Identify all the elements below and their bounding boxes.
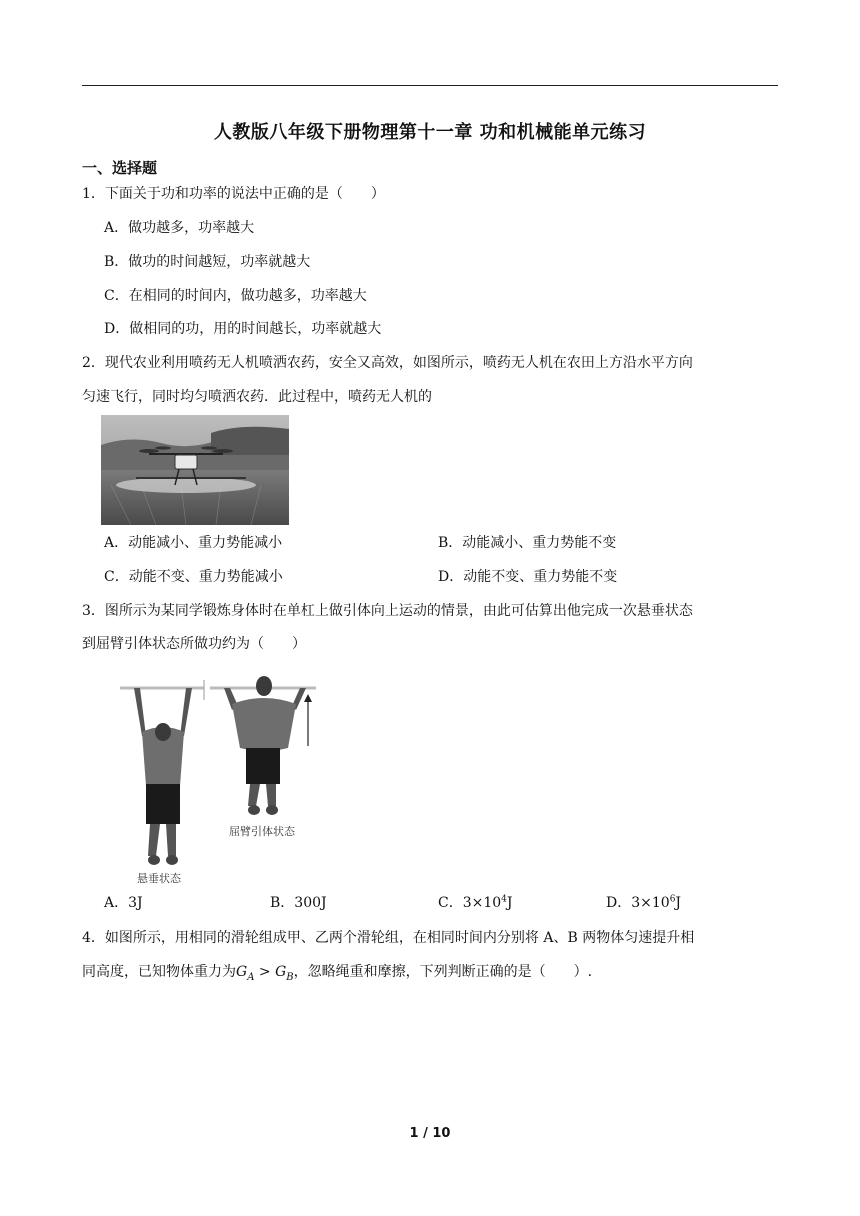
question-3-option-a[interactable]: A．3J (104, 895, 143, 911)
weight-inequality: $G_A > G_B$ (236, 964, 294, 983)
question-3-option-b[interactable]: B．300J (270, 895, 327, 911)
page-title: 人教版八年级下册物理第十一章 功和机械能单元练习 (213, 122, 647, 143)
drone-spraying-photo (101, 415, 289, 525)
question-1-option-a[interactable]: A．做功越多，功率越大 (104, 220, 255, 236)
question-1-option-b[interactable]: B．做功的时间越短，功率就越大 (104, 254, 311, 270)
question-3-stem-line1: 3．图所示为某同学锻炼身体时在单杠上做引体向上运动的情景，由此可估算出他完成一次悬垂状态 (82, 603, 693, 619)
question-3-option-d[interactable]: D．$3\times 10^6J$ (606, 894, 682, 911)
question-2-stem-line1: 2．现代农业利用喷药无人机喷洒农药，安全又高效，如图所示，喷药无人机在农田上方沿水平方向 (82, 355, 693, 371)
question-2-option-c[interactable]: C．动能不变、重力势能减小 (104, 569, 283, 585)
pull-up-illustration (120, 666, 320, 888)
hanging-state-label: 悬垂状态 (137, 872, 181, 885)
bent-arm-figure (224, 676, 306, 815)
hanging-figure (134, 688, 192, 865)
question-3-stem-line2: 到屈臂引体状态所做功约为（ ） (82, 636, 306, 652)
page-number: 1 / 10 (409, 1126, 451, 1141)
question-2-stem-line2: 匀速飞行，同时均匀喷洒农药．此过程中，喷药无人机的 (82, 389, 432, 405)
question-2-option-d[interactable]: D．动能不变、重力势能不变 (438, 569, 618, 585)
question-2-option-a[interactable]: A．动能减小、重力势能减小 (104, 535, 283, 551)
question-4-stem-line2: 同高度，已知物体重力为$G_A > G_B$，忽略绳重和摩擦，下列判断正确的是（ ）. (82, 964, 593, 983)
bent-arm-state-label: 屈臂引体状态 (229, 825, 295, 838)
question-3-option-c[interactable]: C．$3\times 10^4J$ (438, 894, 513, 911)
question-2-option-b[interactable]: B．动能减小、重力势能不变 (438, 535, 617, 551)
question-4-stem-line1: 4．如图所示，用相同的滑轮组成甲、乙两个滑轮组，在相同时间内分别将 A、B 两物体匀速提升相 (82, 930, 695, 946)
question-1-option-c[interactable]: C．在相同的时间内，做功越多，功率越大 (104, 288, 367, 304)
question-1-stem: 1．下面关于功和功率的说法中正确的是（ ） (82, 186, 385, 202)
section-heading: 一、选择题 (82, 159, 158, 177)
question-1-option-d[interactable]: D．做相同的功，用的时间越长，功率就越大 (104, 321, 382, 337)
header-rule (82, 85, 778, 86)
